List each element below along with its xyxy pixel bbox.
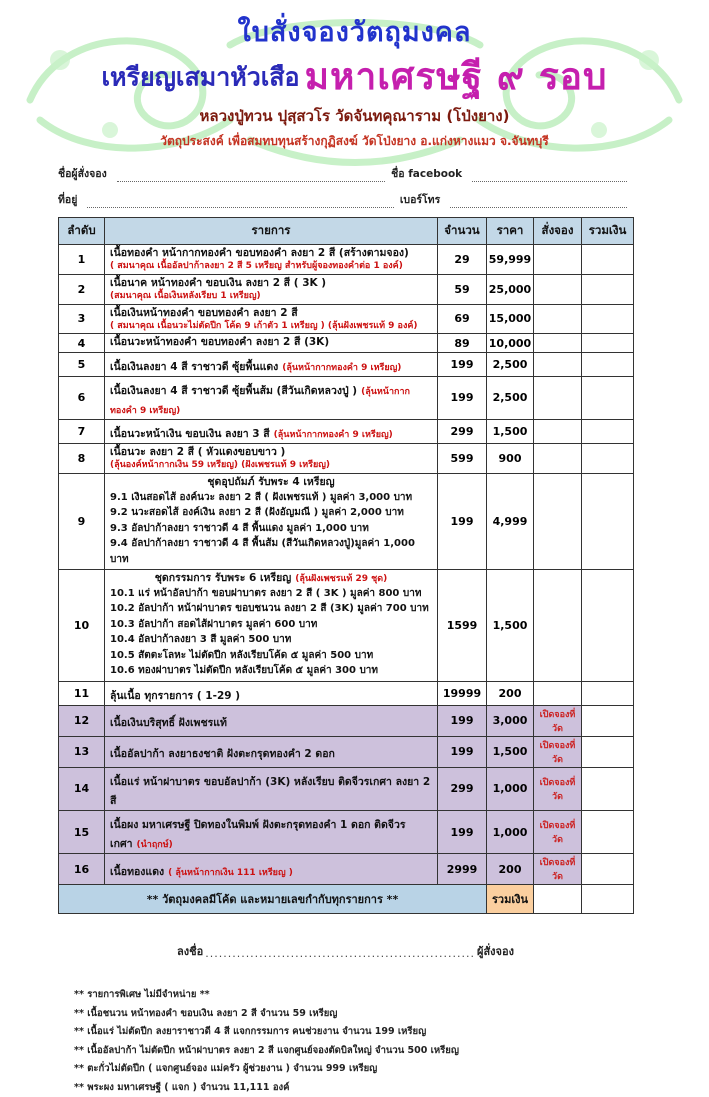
item-row-temple-only [59, 705, 634, 736]
note-line: ** รายการพิเศษ ไม่มีจำหน่าย ** [74, 989, 210, 1001]
row-number: 16 [59, 854, 105, 885]
order-cell[interactable] [534, 681, 582, 705]
note-line: ** ตะกั่วไม่ตัดปีก ( แจกศูนย์จอง แม่ครัว ผู้ช่วยงาน ) จำนวน 999 เหรียญ [74, 1063, 378, 1075]
signature-prefix: ลงชื่อ [177, 945, 204, 959]
total-cell[interactable] [582, 767, 634, 810]
item-note: (ลุ้นหน้ากากทองคำ 9 เหรียญ) [273, 429, 393, 440]
row-number: 12 [59, 705, 105, 736]
order-cell[interactable] [534, 885, 582, 914]
total-cell[interactable] [582, 419, 634, 443]
item-row [59, 419, 634, 443]
item-row-temple-only [59, 811, 634, 854]
row-number: 10 [59, 570, 105, 682]
quantity-cell: 2999 [438, 854, 487, 885]
footer-note: ** วัตถุมงคลมีโค้ด และหมายเลขกำกับทุกรายการ ** [59, 885, 487, 914]
item-description: เนื้อผง มหาเศรษฐี ปิดทองในพิมพ์ ฝังตะกรุดทองคำ 1 ดอก ติดจีวร เกศา [110, 819, 406, 851]
set-item: 9.3 อัลปาก้าลงยา ราชาวดี 4 สี พื้นแดง มูลค่า 1,000 บาท [110, 522, 369, 534]
item-description: เนื้ออัลปาก้า ลงยาธงชาติ ฝังตะกรุดทองคำ 2 ดอก [110, 748, 335, 761]
price-cell: 1,500 [487, 419, 534, 443]
order-status-label: เปิดจองที่วัด [534, 854, 582, 885]
note-line: ** เนื้อแร่ ไม่ตัดปีก ลงยาราชาวดี 4 สี แจกกรรมการ คนช่วยงาน จำนวน 199 เหรียญ [74, 1026, 427, 1038]
item-row [59, 304, 634, 334]
order-cell[interactable] [534, 376, 582, 419]
subtitle-series-name: มหาเศรษฐี ๙ รอบ [304, 55, 608, 98]
note-line: ** เนื้ออัลปาก้า ไม่ตัดปีก หน้าฝาบาตร ลงยา 2 สี แจกศูนย์จองตัดบิลใหญ่ จำนวน 500 เหรียญ [74, 1044, 459, 1056]
order-cell[interactable] [534, 473, 582, 569]
set-item: 10.6 ทองฝาบาตร ไม่ตัดปีก หลังเรียบโค้ด ๕ มูลค่า 300 บาท [110, 665, 379, 677]
item-note: ( ลุ้นหน้ากากเงิน 111 เหรียญ ) [168, 867, 293, 878]
order-cell[interactable] [534, 304, 582, 334]
quantity-cell: 59 [438, 274, 487, 304]
set-item: 10.5 สัตตะโลหะ ไม่ตัดปีก หลังเรียบโค้ด ๕ มูลค่า 500 บาท [110, 649, 374, 661]
quantity-cell: 199 [438, 473, 487, 569]
order-cell[interactable] [534, 419, 582, 443]
quantity-cell: 29 [438, 244, 487, 274]
set-item: 10.1 แร่ หน้าอัลปาก้า ขอบฝาบาตร ลงยา 2 สี ( 3K ) มูลค่า 800 บาท [110, 587, 422, 599]
row-number: 13 [59, 736, 105, 767]
order-cell[interactable] [534, 570, 582, 682]
item-description: เนื้อเงินบริสุทธิ์ ฝังเพชรแท้ [110, 717, 227, 730]
item-row-temple-only [59, 736, 634, 767]
row-number: 11 [59, 681, 105, 705]
price-cell: 25,000 [487, 274, 534, 304]
special-notes [74, 986, 669, 1097]
row-number: 8 [59, 443, 105, 473]
item-note: ( สมนาคุณ เนื้ออัลปาก้าลงยา 2 สี 5 เหรียญ สำหรับผู้จองทองคำต่อ 1 องค์) [110, 260, 403, 271]
name-label: ชื่อผู้สั่งจอง [58, 167, 107, 180]
phone-input[interactable] [450, 196, 627, 208]
item-description: เนื้อทองคำ หน้ากากทองคำ ขอบทองคำ ลงยา 2 สี (สร้างตามจอง) [110, 246, 409, 259]
price-cell: 1,500 [487, 570, 534, 682]
item-row [59, 244, 634, 274]
quantity-cell: 599 [438, 443, 487, 473]
buyer-form [58, 165, 633, 208]
set-item: 10.3 อัลปาก้า สอดไส้ฝาบาตร มูลค่า 600 บาท [110, 618, 318, 630]
row-number: 4 [59, 334, 105, 352]
item-note: (ลุ้นหน้ากากทองคำ 9 เหรียญ) [282, 362, 402, 373]
price-cell: 3,000 [487, 705, 534, 736]
total-cell[interactable] [582, 473, 634, 569]
quantity-cell: 199 [438, 376, 487, 419]
total-cell[interactable] [582, 334, 634, 352]
order-status-label: เปิดจองที่วัด [534, 811, 582, 854]
col-header-price: ราคา [487, 217, 534, 244]
quantity-cell: 199 [438, 705, 487, 736]
item-note: (นำฤกษ์) [136, 840, 173, 851]
form-line-address [58, 191, 633, 208]
item-description: เนื้อนวะหน้าเงิน ขอบเงิน ลงยา 3 สี [110, 427, 270, 440]
set-heading: ชุดอุปถัมภ์ รับพระ 4 เหรียญ [207, 475, 335, 488]
total-cell[interactable] [582, 854, 634, 885]
subtitle-coin-name: เหรียญเสมาหัวเสือ [101, 62, 300, 92]
price-cell: 4,999 [487, 473, 534, 569]
total-cell[interactable] [582, 705, 634, 736]
item-row-set [59, 570, 634, 682]
item-row-temple-only [59, 854, 634, 885]
note-line: ** พระผง มหาเศรษฐี ( แจก ) จำนวน 11,111 องค์ [74, 1081, 290, 1093]
total-cell[interactable] [582, 811, 634, 854]
total-cell[interactable] [582, 352, 634, 376]
item-note: (ลุ้นหน้ากากทองคำ 9 เหรียญ) [110, 386, 410, 416]
item-note: (ลุ้นองค์หน้ากากเงิน 59 เหรียญ) (ฝังเพชรแท้ 9 เหรียญ) [110, 460, 331, 471]
col-header-total: รวมเงิน [582, 217, 634, 244]
price-cell: 1,500 [487, 736, 534, 767]
total-cell[interactable] [582, 443, 634, 473]
row-number: 5 [59, 352, 105, 376]
row-number: 6 [59, 376, 105, 419]
row-number: 1 [59, 244, 105, 274]
col-header-order: สั่งจอง [534, 217, 582, 244]
item-row [59, 681, 634, 705]
price-cell: 15,000 [487, 304, 534, 334]
note-line: ** เนื้อชนวน หน้าทองคำ ขอบเงิน ลงยา 2 สี จำนวน 59 เหรียญ [74, 1007, 338, 1019]
row-number: 15 [59, 811, 105, 854]
item-row [59, 376, 634, 419]
set-item: 9.2 นวะสอดไส้ องค์เงิน ลงยา 2 สี (ฝังอัญมณี ) มูลค่า 2,000 บาท [110, 507, 404, 519]
facebook-input[interactable] [472, 170, 627, 182]
name-input[interactable] [117, 170, 385, 182]
total-cell[interactable] [582, 304, 634, 334]
order-status-label: เปิดจองที่วัด [534, 736, 582, 767]
order-cell[interactable] [534, 334, 582, 352]
order-status-label: เปิดจองที่วัด [534, 767, 582, 810]
price-cell: 1,000 [487, 811, 534, 854]
quantity-cell: 199 [438, 736, 487, 767]
item-description: เนื้อเงินหน้าทองคำ ขอบทองคำ ลงยา 2 สี [110, 306, 298, 319]
price-cell: 59,999 [487, 244, 534, 274]
phone-label: เบอร์โทร [399, 193, 441, 206]
item-description: เนื้อนวะ ลงยา 2 สี ( หัวแดงขอบขาว ) [110, 445, 286, 458]
set-item: 10.2 อัลปาก้า หน้าฝาบาตร ขอบชนวน ลงยา 2 สี (3K) มูลค่า 700 บาท [110, 603, 429, 615]
quantity-cell: 299 [438, 767, 487, 810]
total-cell[interactable] [582, 274, 634, 304]
total-cell[interactable] [582, 736, 634, 767]
item-row [59, 443, 634, 473]
row-number: 3 [59, 304, 105, 334]
signature-suffix: ผู้สั่งจอง [477, 945, 514, 959]
signature-input[interactable]: ............................................................ [205, 947, 476, 961]
item-note: (สมนาคุณ เนื้อเงินหลังเรียบ 1 เหรียญ) [110, 290, 261, 301]
order-cell[interactable] [534, 274, 582, 304]
col-header-no: ลำดับ [59, 217, 105, 244]
price-cell: 2,500 [487, 376, 534, 419]
item-description: เนื้อเงินลงยา 4 สี ราชาวดี ซุ้ยพื้นส้ม (สีวันเกิดหลวงปู่ ) [110, 384, 358, 397]
set-item: 9.1 เงินสอดไส้ องค์นวะ ลงยา 2 สี ( ฝังเพชรแท้ ) มูลค่า 3,000 บาท [110, 491, 413, 503]
quantity-cell: 299 [438, 419, 487, 443]
item-row [59, 274, 634, 304]
facebook-label: ชื่อ facebook [391, 167, 463, 180]
monk-temple-line: หลวงปู่ทวน ปุสฺสวโร วัดจันทคุณาราม (โป่งยาง) [199, 106, 510, 125]
price-cell: 200 [487, 681, 534, 705]
page-title: ใบสั่งจองวัตถุมงคล [237, 17, 472, 48]
price-cell: 2,500 [487, 352, 534, 376]
quantity-cell: 19999 [438, 681, 487, 705]
table-header-row [59, 217, 634, 244]
item-description: เนื้อนาค หน้าทองคำ ขอบเงิน ลงยา 2 สี ( 3K ) [110, 276, 327, 289]
item-row [59, 352, 634, 376]
item-row-set [59, 473, 634, 569]
order-cell[interactable] [534, 443, 582, 473]
form-line-name [58, 165, 633, 182]
set-item: 9.4 อัลปาก้าลงยา ราชาวดี 4 สี พื้นส้ม (สีวันเกิดหลวงปู่)มูลค่า 1,000 บาท [110, 538, 415, 565]
row-number: 14 [59, 767, 105, 810]
row-number: 7 [59, 419, 105, 443]
order-cell[interactable] [534, 352, 582, 376]
order-cell[interactable] [534, 244, 582, 274]
price-cell: 900 [487, 443, 534, 473]
col-header-qty: จำนวน [438, 217, 487, 244]
item-note: ( สมนาคุณ เนื้อนวะไม่ตัดปีก โค้ด 9 เก้าตัว 1 เหรียญ ) (ลุ้นฝังเพชรแท้ 9 องค์) [110, 320, 418, 331]
subtitle [0, 57, 709, 98]
signature-line [58, 942, 633, 960]
total-cell[interactable] [582, 376, 634, 419]
item-description: เนื้อแร่ หน้าฝาบาตร ขอบอัลปาก้า (3K) หลังเรียบ ติดจีวรเกศา ลงยา 2 สี [110, 775, 431, 807]
row-number: 2 [59, 274, 105, 304]
quantity-cell: 69 [438, 304, 487, 334]
table-footer-row [59, 885, 634, 914]
order-status-label: เปิดจองที่วัด [534, 705, 582, 736]
price-cell: 200 [487, 854, 534, 885]
price-cell: 1,000 [487, 767, 534, 810]
total-cell[interactable] [582, 681, 634, 705]
order-table [58, 217, 634, 915]
quantity-cell: 199 [438, 352, 487, 376]
item-description: ลุ้นเนื้อ ทุกรายการ ( 1-29 ) [110, 689, 241, 702]
total-cell[interactable] [582, 244, 634, 274]
quantity-cell: 199 [438, 811, 487, 854]
header [0, 0, 709, 151]
grand-total-cell[interactable] [582, 885, 634, 914]
row-number: 9 [59, 473, 105, 569]
item-row-temple-only [59, 767, 634, 810]
total-cell[interactable] [582, 570, 634, 682]
grand-total-label: รวมเงิน [487, 885, 534, 914]
set-heading: ชุดกรรมการ รับพระ 6 เหรียญ [154, 572, 292, 585]
address-label: ที่อยู่ [58, 193, 78, 206]
set-heading-note: (ลุ้นฝังเพชรแท้ 29 ชุด) [295, 574, 388, 585]
item-row [59, 334, 634, 352]
quantity-cell: 89 [438, 334, 487, 352]
set-item: 10.4 อัลปาก้าลงยา 3 สี มูลค่า 500 บาท [110, 634, 292, 646]
item-description: เนื้อทองแดง [110, 865, 165, 878]
address-input[interactable] [87, 196, 393, 208]
purpose-line: วัตถุประสงค์ เพื่อสมทบทุนสร้างกุฏิสงฆ์ วัดโป่งยาง อ.แก่งหางแมว จ.จันทบุรี [160, 133, 549, 148]
item-description: เนื้อนวะหน้าทองคำ ขอบทองคำ ลงยา 2 สี (3K) [110, 336, 330, 349]
col-header-item: รายการ [105, 217, 438, 244]
price-cell: 10,000 [487, 334, 534, 352]
quantity-cell: 1599 [438, 570, 487, 682]
item-description: เนื้อเงินลงยา 4 สี ราชาวดี ซุ้ยพื้นแดง [110, 360, 279, 373]
